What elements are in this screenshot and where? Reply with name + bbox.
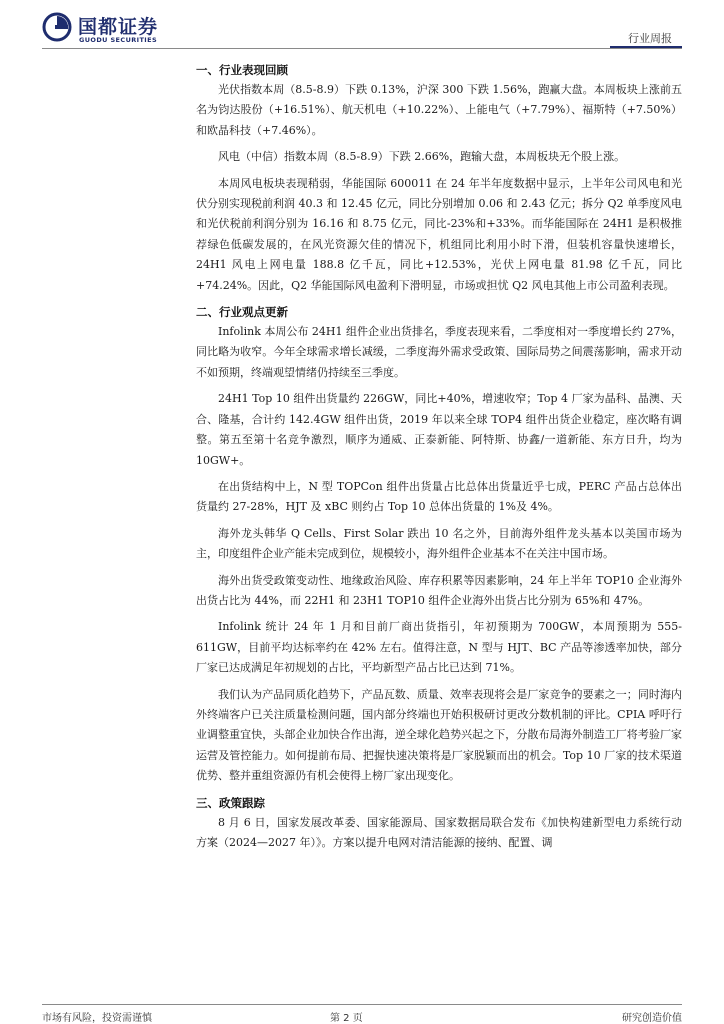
paragraph: 海外出货受政策变动性、地缘政治风险、库存积累等因素影响，24 年上半年 TOP10 企业海外出货占比为 44%，而 22H1 和 23H1 TOP10 组件企业海外出货占比分别为 65%和 47%。 [196, 573, 682, 607]
paragraph: Infolink 本周公布 24H1 组件企业出货排名，季度表现来看，二季度相对一季度增长约 27%，同比略为收窄。今年全球需求增长减缓，二季度海外需求受政策、国际局势之间震荡影响，需求开动不如预期，终端观望情绪仍持续至三季度。 [196, 325, 682, 379]
paragraph: Infolink 统计 24 年 1 月和目前厂商出货指引，年初预期为 700GW，本周预期为 555-611GW，目前平均达标率约在 42% 左右。值得注意，N 型与 HJT、BC 产品等渗透率加快，部分厂家已达成满足年初规划的占比，平均新型产品占比已达到 71%。 [196, 620, 682, 675]
logo-chinese-name: 国都证券 [78, 16, 159, 38]
paragraph: 海外龙头韩华 Q Cells、First Solar 跌出 10 名之外，目前海外组件龙头基本以美国市场为主，印度组件企业产能未完成到位，规模较小，海外组件企业基本不在关注中国市场。 [196, 526, 682, 561]
paragraph: 在出货结构中上，N 型 TOPCon 组件出货量占比总体出货量近乎七成，PERC 产品占总体出货量约 27-28%，HJT 及 xBC 则约占 Top 10 总体出货量的 1%及 4%。 [196, 479, 682, 514]
header-accent-bar [610, 46, 682, 48]
paragraph: 光伏指数本周（8.5-8.9）下跌 0.13%，沪深 300 下跌 1.56%，跑赢大盘。本周板块上涨前五名为钧达股份（+16.51%）、航天机电（+10.22%）、上能电气（+7.79%）、福斯特（+7.50%）和欧晶科技（+7.46%）。 [196, 83, 682, 137]
header-divider [42, 48, 682, 49]
paragraph: 风电（中信）指数本周（8.5-8.9）下跌 2.66%，跑输大盘，本周板块无个股上涨。 [218, 150, 626, 164]
paragraph: 8 月 6 日，国家发展改革委、国家能源局、国家数据局联合发布《加快构建新型电力系统行动方案（2024—2027 年）》。方案以提升电网对清洁能源的接纳、配置、调 [196, 815, 682, 849]
section-title-industry-views: 二、行业观点更新 [196, 305, 288, 320]
guodu-logo-mark-icon [42, 12, 72, 42]
paragraph: 我们认为产品同质化趋势下，产品瓦数、质量、效率表现将会是厂家竞争的要素之一；同时海内外终端客户已关注质量检测问题，国内部分终端也开始积极研讨更改分数机制的评比。CPIA 呼吁行业调整重宜快，头部企业加快合作出海，逆全球化趋势兴起之下，分散布局海外制造工厂将考验厂家运营及管控能力。如何提前布局、把握快速决策将是厂家脱颖而出的机会。Top 10 厂家的技术渠道优势、整并重组资源仍有机会使得上榜厂家出现变化。 [196, 687, 682, 783]
report-body [196, 60, 682, 859]
report-type-label: 行业周报 [628, 32, 672, 45]
paragraph: 24H1 Top 10 组件出货量约 226GW，同比+40%，增速收窄；Top 4 厂家为晶科、晶澳、天合、隆基，合计约 142.4GW 组件出货，2019 年以来全球 TOP4 组件出货企业稳定，座次略有调整。第五至第十名竞争激烈，顺序为通威、正泰新能、阿特斯、协鑫/一道新能、东方日升，均为 10GW+。 [196, 392, 682, 467]
footer-divider [42, 1004, 682, 1005]
section-title-industry-review: 一、行业表现回顾 [196, 63, 288, 77]
paragraph: 本周风电板块表现稍弱，华能国际 600011 在 24 年半年度数据中显示，上半年公司风电和光伏分别实现税前利润 40.3 和 12.45 亿元，同比分别增加 0.06 和 2.43 亿元；拆分 Q2 单季度风电和光伏税前利润分别为 16.16 和 8.75 亿元，同比-23%和+33%。而华能国际在 24H1 是积极推荐绿色低碳发展的，在风光资源欠佳的情况下，机组同比利用小时下滑，但装机容量快速增长，24H1 风电上网电量 188.8 亿千瓦，同比+12.53%，光伏上网电量 81.98 亿千瓦，同比+74.24%。因此，Q2 华能国际风电盈利下滑明显，市场或担忧 Q2 风电其他上市公司盈利表现。 [196, 176, 682, 292]
page-number: 第 2 页 [330, 1013, 363, 1024]
logo-english-name: GUODU SECURITIES [79, 36, 158, 44]
section-title-policy-tracking: 三、政策跟踪 [196, 795, 265, 810]
guodu-logo [42, 12, 192, 48]
risk-disclaimer: 市场有风险，投资需谨慎 [42, 1013, 152, 1024]
footer-slogan: 研究创造价值 [622, 1013, 682, 1024]
page-header [0, 0, 724, 56]
